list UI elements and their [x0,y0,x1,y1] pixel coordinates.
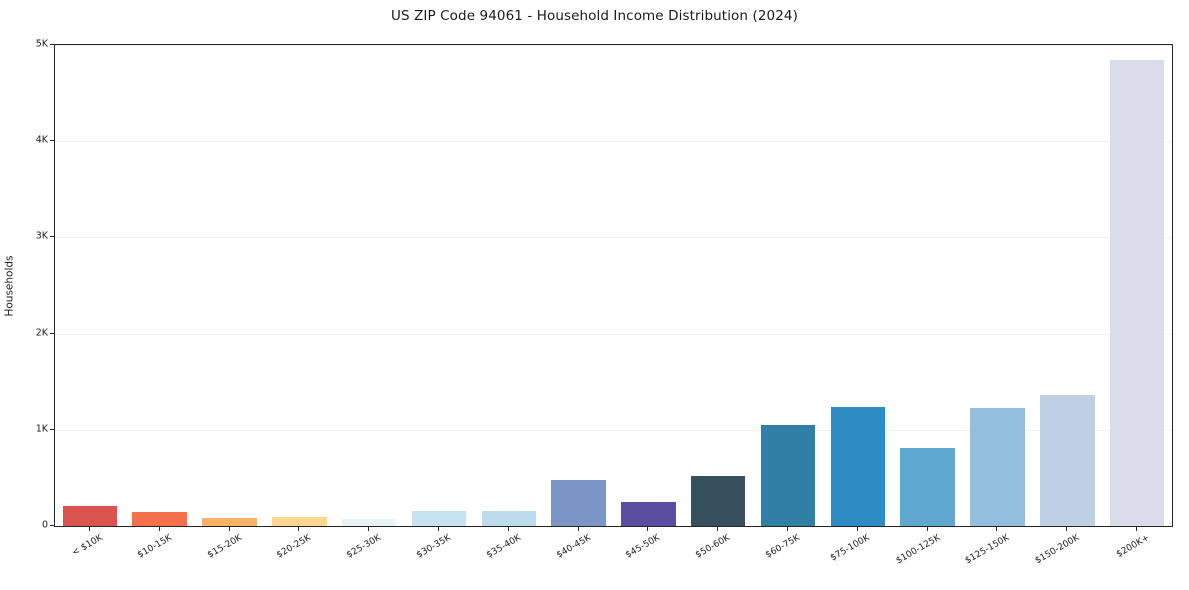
bar[interactable] [970,408,1024,526]
x-axis-tick-mark [787,527,788,531]
bar[interactable] [132,512,186,526]
x-axis-tick-label: $20-25K [275,533,314,561]
x-axis-tick-mark [89,527,90,531]
x-axis-tick-label: $200K+ [1114,533,1152,560]
x-axis-tick-mark [159,527,160,531]
x-axis-tick-mark [578,527,579,531]
bar[interactable] [1110,60,1164,526]
bars-layer [55,45,1172,526]
y-axis-tick-label: 0 [41,519,48,531]
x-axis-tick-mark [438,527,439,531]
x-axis [54,527,1173,590]
y-axis-tick-label: 1K [35,423,48,435]
x-axis-tick-label: < $10K [70,533,105,559]
x-axis-tick-label: $45-50K [624,533,663,561]
bar[interactable] [900,448,954,526]
x-axis-tick-label: $40-45K [554,533,593,561]
x-axis-tick-mark [508,527,509,531]
y-axis [0,38,54,531]
bar[interactable] [831,407,885,526]
x-axis-tick-label: $25-30K [345,533,383,561]
y-axis-tick-label: 4K [35,134,48,146]
bar[interactable] [621,502,675,526]
x-axis-tick-mark [368,527,369,531]
x-axis-tick-label: $35-40K [484,533,523,561]
x-axis-tick-mark [996,527,997,531]
bar[interactable] [63,506,117,526]
x-axis-tick-label: $100-125K [894,533,942,567]
plot-area [54,44,1173,527]
x-axis-tick-mark [298,527,299,531]
bar[interactable] [551,480,605,526]
bar[interactable] [272,517,326,526]
x-axis-tick-label: $15-20K [205,533,244,561]
x-axis-tick-label: $10-15K [135,533,174,561]
bar[interactable] [202,518,256,526]
chart-title: US ZIP Code 94061 - Household Income Distribution (2024) [391,8,798,24]
x-axis-tick-label: $50-60K [694,533,732,561]
x-axis-tick-label: $125-150K [964,533,1012,567]
x-axis-tick-label: $75-100K [828,533,872,564]
bar[interactable] [342,519,396,526]
y-axis-label-text: Households [4,254,17,317]
x-axis-tick-mark [1136,527,1137,531]
x-axis-tick-mark [647,527,648,531]
bar[interactable] [482,511,536,526]
x-axis-tick-label: $30-35K [415,533,453,561]
x-axis-tick-mark [717,527,718,531]
x-axis-tick-mark [1066,527,1067,531]
bar[interactable] [761,425,815,526]
bar[interactable] [1040,395,1094,526]
bar[interactable] [412,511,466,526]
y-axis-tick-label: 3K [35,230,48,242]
y-axis-tick-label: 2K [35,327,48,339]
x-axis-tick-mark [927,527,928,531]
y-axis-tick-label: 5K [35,38,48,50]
x-axis-tick-mark [229,527,230,531]
x-axis-tick-mark [857,527,858,531]
bar[interactable] [691,476,745,527]
x-axis-tick-label: $60-75K [764,533,802,561]
x-axis-tick-label: $150-200K [1033,533,1082,567]
